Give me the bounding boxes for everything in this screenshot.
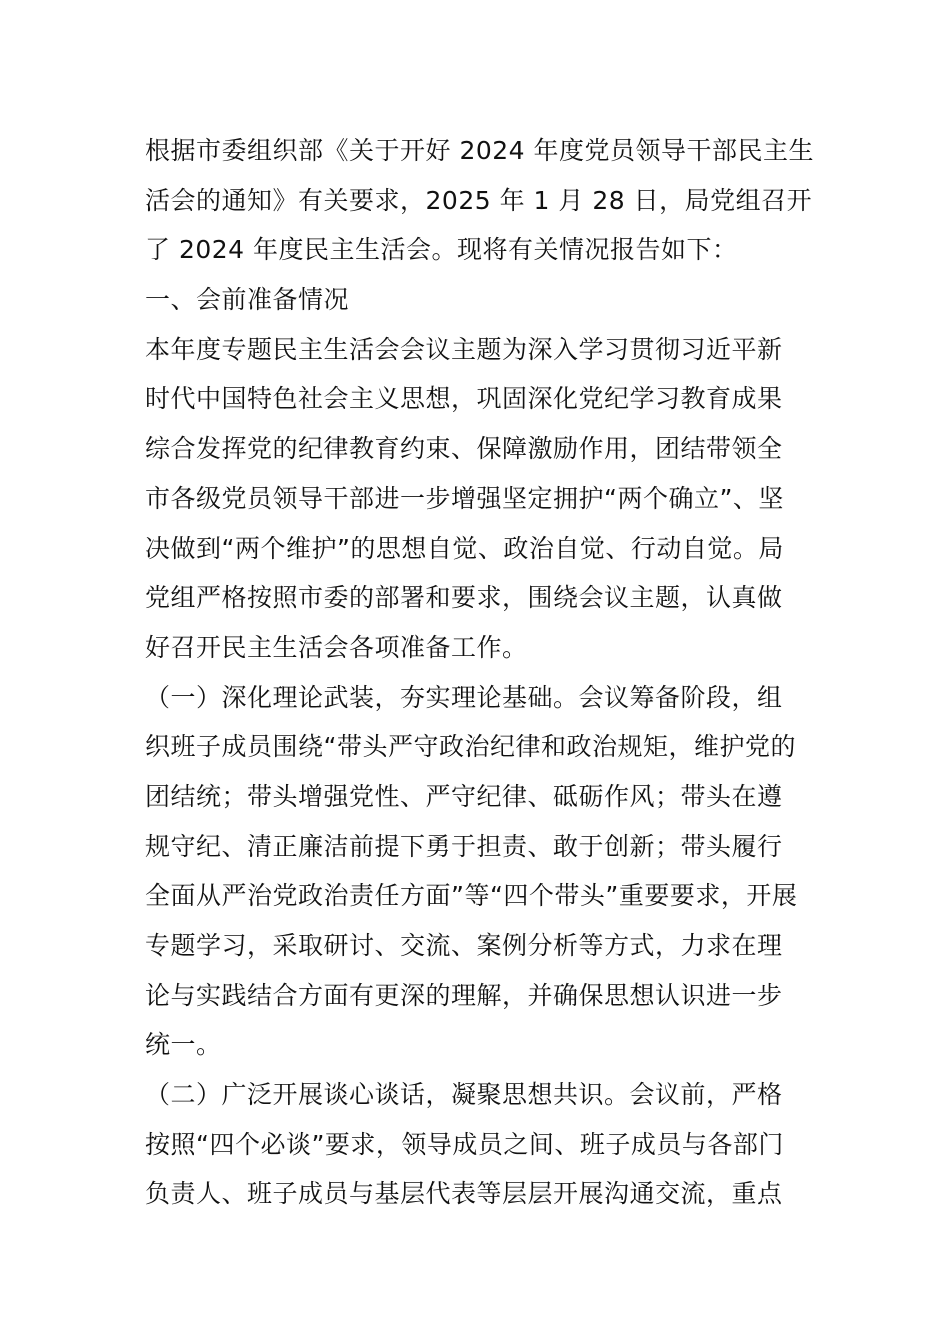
text-line: 市各级党员领导干部进一步增强坚定拥护“两个确立”、坚: [145, 483, 784, 513]
text-line: 负责人、班子成员与基层代表等层层开展沟通交流，重点: [145, 1179, 783, 1209]
text-line: 综合发挥党的纪律教育约束、保障激励作用，团结带领全: [145, 434, 783, 464]
text-line: 统一。: [145, 1030, 222, 1060]
text-line: 好召开民主生活会各项准备工作。: [145, 632, 528, 662]
text-line: 规守纪、清正廉洁前提下勇于担责、敢于创新；带头履行: [145, 831, 783, 861]
text-line: 按照“四个必谈”要求，领导成员之间、班子成员与各部门: [145, 1129, 784, 1159]
document-body: [145, 126, 815, 1219]
text-line: 全面从严治党政治责任方面”等“四个带头”重要要求，开展: [145, 881, 798, 911]
text-line: 了 2024 年度民主生活会。现将有关情况报告如下：: [145, 235, 738, 265]
section-heading: 一、会前准备情况: [145, 285, 350, 315]
text-line: 活会的通知》有关要求，2025 年 1 月 28 日，局党组召开: [145, 185, 813, 215]
text-line: 专题学习，采取研讨、交流、案例分析等方式，力求在理: [145, 931, 783, 960]
text-line: 本年度专题民主生活会会议主题为深入学习贯彻习近平新: [145, 334, 783, 364]
subsection-line: （一）深化理论武装，夯实理论基础。会议筹备阶段，组: [145, 682, 783, 712]
text-line: 决做到“两个维护”的思想自觉、政治自觉、行动自觉。局: [145, 533, 784, 563]
text-line: 团结统；带头增强党性、严守纪律、砥砺作风；带头在遵: [145, 781, 783, 811]
text-line: 党组严格按照市委的部署和要求，围绕会议主题，认真做: [145, 583, 783, 613]
text-line: 根据市委组织部《关于开好 2024 年度党员领导干部民主生: [145, 136, 815, 165]
text-line: 织班子成员围绕“带头严守政治纪律和政治规矩，维护党的: [145, 732, 796, 762]
text-line: 论与实践结合方面有更深的理解，并确保思想认识进一步: [145, 980, 783, 1010]
subsection-line: （二）广泛开展谈心谈话，凝聚思想共识。会议前，严格: [145, 1080, 783, 1110]
text-line: 时代中国特色社会主义思想，巩固深化党纪学习教育成果: [145, 384, 783, 414]
